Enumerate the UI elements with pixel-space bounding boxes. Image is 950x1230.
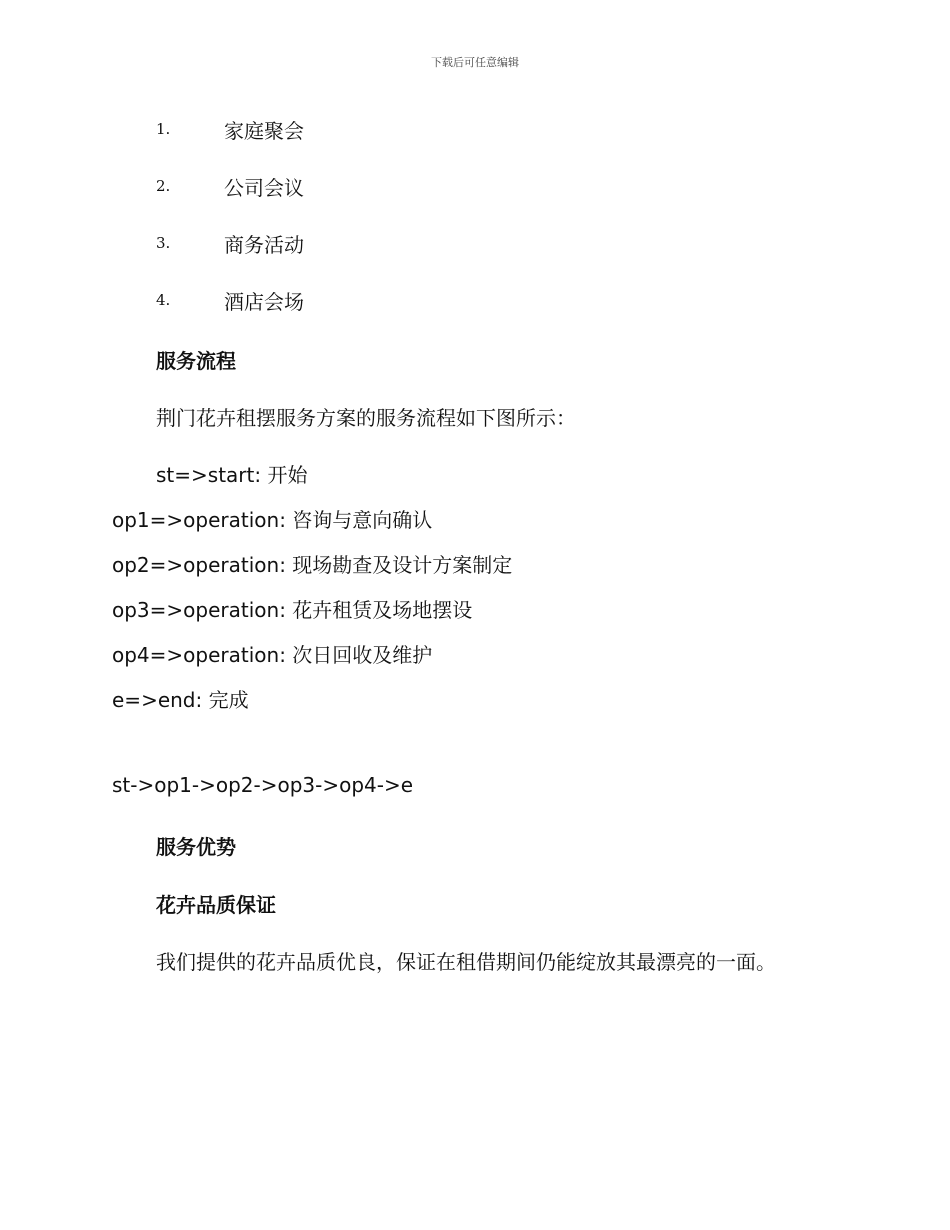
list-item bbox=[156, 115, 304, 143]
list-item bbox=[156, 172, 304, 200]
flow-line: e=>end: 完成 bbox=[112, 688, 249, 712]
list-item-text: 家庭聚会 bbox=[224, 118, 304, 143]
list-item bbox=[156, 229, 304, 257]
list-item-text: 酒店会场 bbox=[224, 289, 304, 314]
flow-line: op2=>operation: 现场勘查及设计方案制定 bbox=[112, 553, 513, 577]
list-item-number: 3. bbox=[156, 234, 171, 252]
section-heading-process: 服务流程 bbox=[156, 349, 236, 373]
flow-line: op3=>operation: 花卉租赁及场地摆设 bbox=[112, 598, 473, 622]
list-item-number: 1. bbox=[156, 120, 171, 138]
list-item-number: 2. bbox=[156, 177, 171, 195]
subsection-heading-quality: 花卉品质保证 bbox=[156, 893, 276, 917]
flow-start-line: st=>start: 开始 bbox=[156, 463, 308, 487]
page-header: 下载后可任意编辑 bbox=[431, 56, 519, 69]
list-item-number: 4. bbox=[156, 291, 171, 309]
flow-line: op1=>operation: 咨询与意向确认 bbox=[112, 508, 433, 532]
section-heading-advantage: 服务优势 bbox=[156, 835, 236, 859]
list-item-text: 公司会议 bbox=[224, 175, 304, 200]
flow-chain: st->op1->op2->op3->op4->e bbox=[112, 773, 414, 797]
flow-line: op4=>operation: 次日回收及维护 bbox=[112, 643, 433, 667]
process-intro: 荆门花卉租摆服务方案的服务流程如下图所示： bbox=[156, 406, 576, 430]
quality-body: 我们提供的花卉品质优良，保证在租借期间仍能绽放其最漂亮的一面。 bbox=[156, 950, 776, 974]
list-item-text: 商务活动 bbox=[224, 232, 304, 257]
list-item bbox=[156, 286, 304, 314]
